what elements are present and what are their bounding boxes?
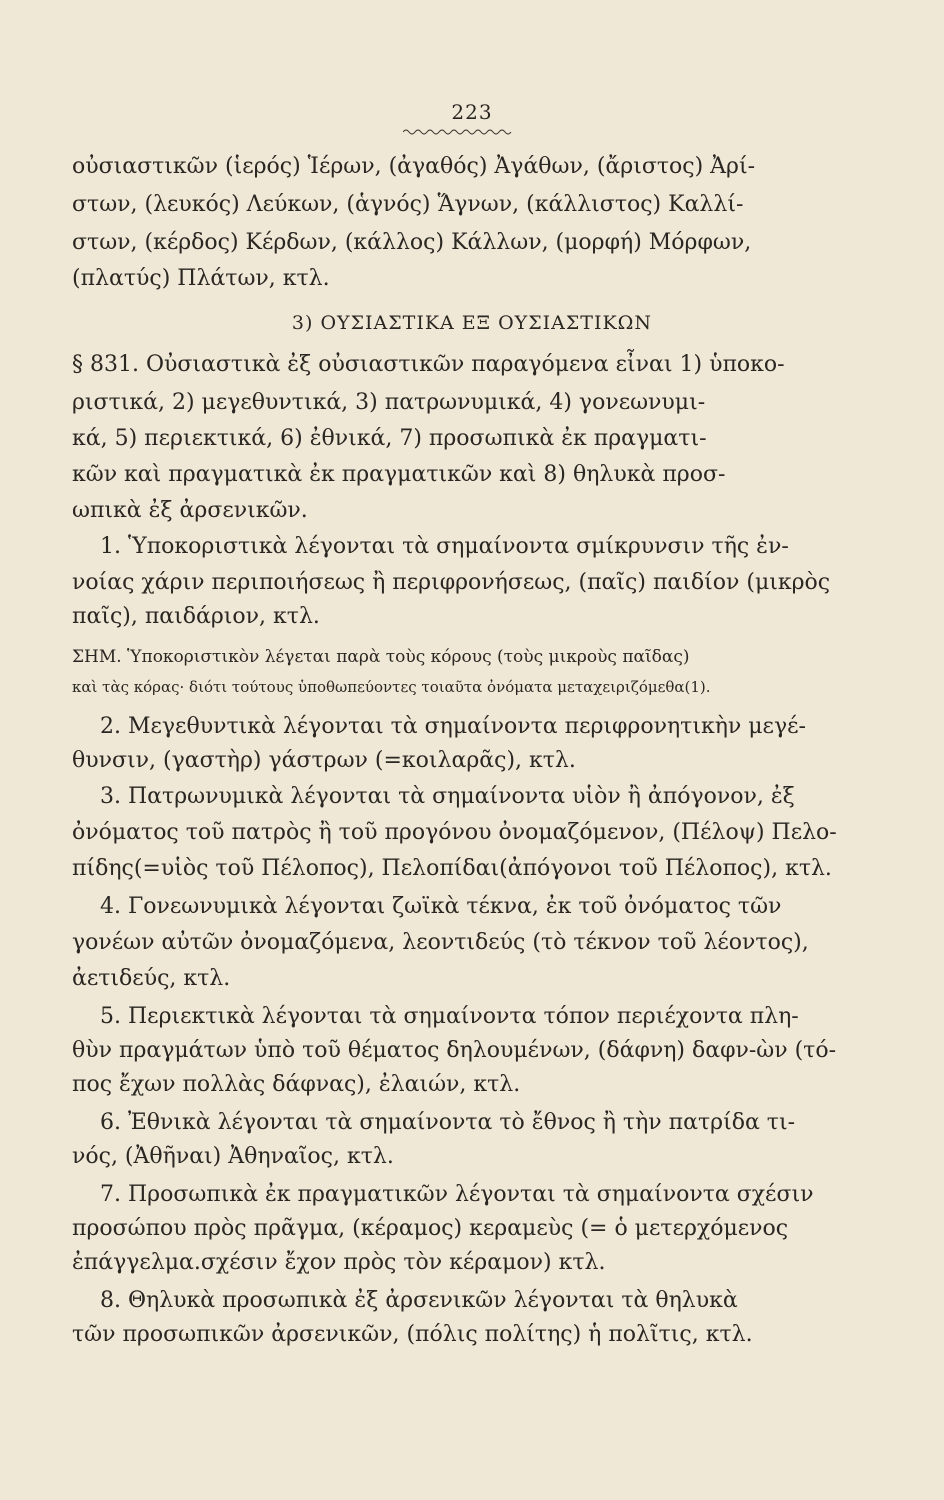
text-line: 8. Θηλυκὰ προσωπικὰ ἐξ ἀρσενικῶν λέγονται τὰ θηλυκὰ xyxy=(100,1288,738,1313)
text-line: 1. Ὑποκοριστικὰ λέγονται τὰ σημαίνοντα σμίκρυνσιν τῆς ἐν- xyxy=(100,534,789,559)
text-line: κῶν καὶ πραγματικὰ ἐκ πραγματικῶν καὶ 8) θηλυκὰ προσ- xyxy=(72,462,726,487)
text-line: νός, (Ἀθῆναι) Ἀθηναῖος, κτλ. xyxy=(72,1144,394,1169)
text-line: κά, 5) περιεκτικά, 6) ἐθνικά, 7) προσωπικὰ ἐκ πραγματι- xyxy=(72,426,707,451)
text-line: 5. Περιεκτικὰ λέγονται τὰ σημαίνοντα τόπον περιέχοντα πλη- xyxy=(100,1004,799,1029)
text-line: πος ἔχων πολλὰς δάφνας), ἐλαιών, κτλ. xyxy=(72,1072,521,1097)
section-heading: 3) ΟΥΣΙΑΣΤΙΚΑ ΕΞ ΟΥΣΙΑΣΤΙΚΩΝ xyxy=(291,312,653,334)
text-line: γονέων αὐτῶν ὀνομαζόμενα, λεοντιδεύς (τὸ τέκνον τοῦ λέοντος), xyxy=(72,930,809,955)
text-line: ωπικὰ ἐξ ἀρσενικῶν. xyxy=(72,498,308,523)
text-line: πίδης(=υἱὸς τοῦ Πέλοπος), Πελοπίδαι(ἀπόγονοι τοῦ Πέλοπος), κτλ. xyxy=(72,856,832,881)
wavy-rule-ornament xyxy=(403,128,513,136)
text-line: στων, (κέρδος) Κέρδων, (κάλλος) Κάλλων, (μορφή) Μόρφων, xyxy=(72,230,752,255)
note-line: καὶ τὰς κόρας· διότι τούτους ὑποθωπεύοντες τοιαῦτα ὀνόματα μεταχειριζόμεθα(1). xyxy=(72,678,711,696)
text-line: 6. Ἐθνικὰ λέγονται τὰ σημαίνοντα τὸ ἔθνος ἢ τὴν πατρίδα τι- xyxy=(100,1110,796,1135)
text-line: παῖς), παιδάριον, κτλ. xyxy=(72,604,320,629)
text-line: 3. Πατρωνυμικὰ λέγονται τὰ σημαίνοντα υἱὸν ἢ ἀπόγονον, ἐξ xyxy=(100,784,795,809)
text-line: § 831. Οὐσιαστικὰ ἐξ οὐσιαστικῶν παραγόμενα εἶναι 1) ὑποκο- xyxy=(72,352,785,377)
text-line: ὀνόματος τοῦ πατρὸς ἢ τοῦ προγόνου ὀνομαζόμενον, (Πέλοψ) Πελο- xyxy=(72,820,837,845)
text-line: ἀετιδεύς, κτλ. xyxy=(72,966,231,991)
text-line: ἐπάγγελμα.σχέσιν ἔχον πρὸς τὸν κέραμον) κτλ. xyxy=(72,1250,606,1275)
text-line: 7. Προσωπικὰ ἐκ πραγματικῶν λέγονται τὰ σημαίνοντα σχέσιν xyxy=(100,1182,814,1207)
text-line: προσώπου πρὸς πρᾶγμα, (κέραμος) κεραμεὺς (= ὁ μετερχόμενος xyxy=(72,1216,789,1241)
page-number: 223 xyxy=(451,100,493,124)
text-line: θυνσιν, (γαστὴρ) γάστρων (=κοιλαρᾶς), κτλ. xyxy=(72,748,576,773)
text-line: στων, (λευκός) Λεύκων, (ἁγνός) Ἅγνων, (κάλλιστος) Καλλί- xyxy=(72,192,744,217)
text-line: τῶν προσωπικῶν ἀρσενικῶν, (πόλις πολίτης) ἡ πολῖτις, κτλ. xyxy=(72,1322,753,1347)
text-line: θὺν πραγμάτων ὑπὸ τοῦ θέματος δηλουμένων, (δάφνη) δαφν-ὼν (τό- xyxy=(72,1038,837,1063)
text-line: νοίας χάριν περιποιήσεως ἢ περιφρονήσεως, (παῖς) παιδίον (μικρὸς xyxy=(72,570,831,595)
text-line: (πλατύς) Πλάτων, κτλ. xyxy=(72,266,330,291)
text-line: 4. Γονεωνυμικὰ λέγονται ζωϊκὰ τέκνα, ἐκ τοῦ ὀνόματος τῶν xyxy=(100,894,782,919)
text-line: οὐσιαστικῶν (ἱερός) Ἱέρων, (ἀγαθός) Ἀγάθων, (ἄριστος) Ἀρί- xyxy=(72,154,756,179)
text-line: 2. Μεγεθυντικὰ λέγονται τὰ σημαίνοντα περιφρονητικὴν μεγέ- xyxy=(100,714,806,739)
text-line: ριστικά, 2) μεγεθυντικά, 3) πατρωνυμικά, 4) γονεωνυμι- xyxy=(72,390,706,415)
note-line: ΣΗΜ. Ὑποκοριστικὸν λέγεται παρὰ τοὺς κόρους (τοὺς μικροὺς παῖδας) xyxy=(72,647,690,667)
